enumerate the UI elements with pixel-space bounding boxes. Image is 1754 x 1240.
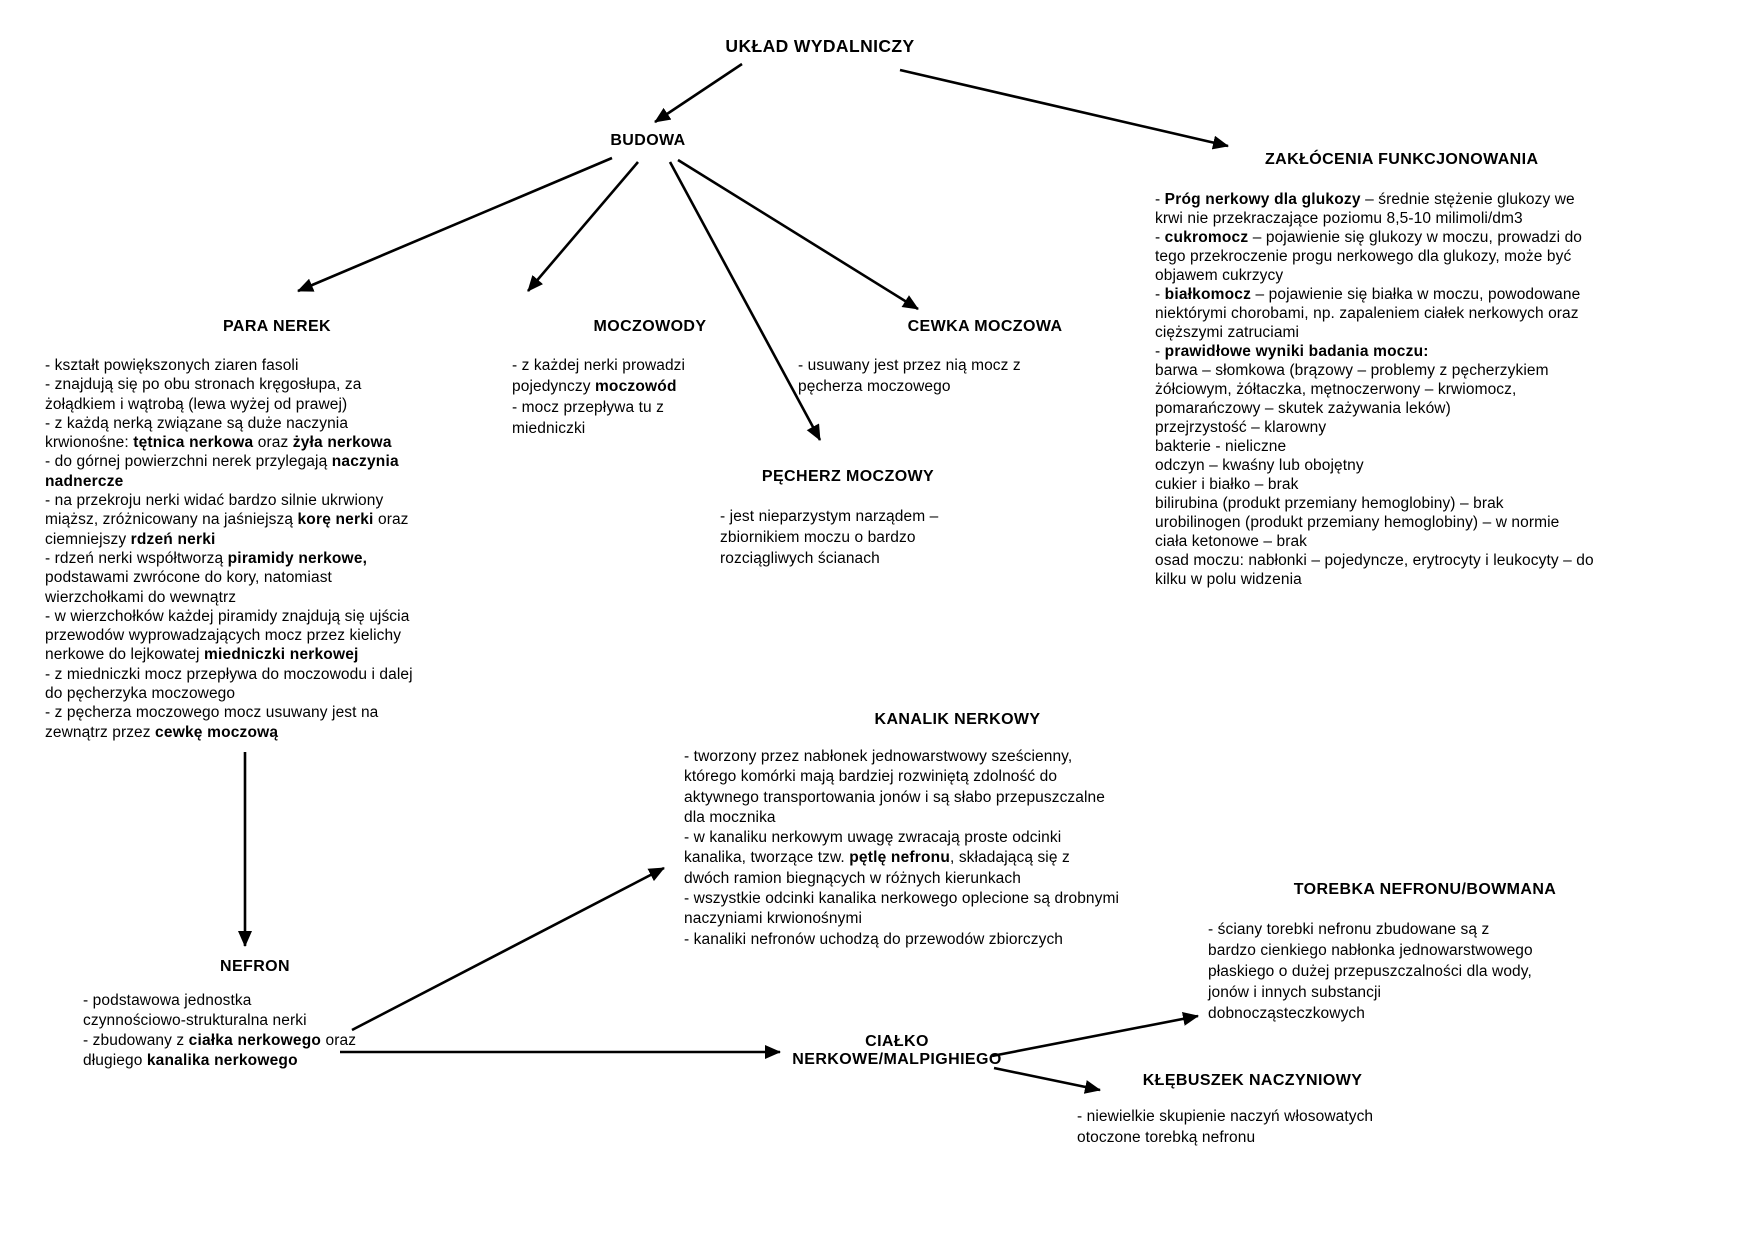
text-line: czynnościowo-strukturalna nerki [83,1012,307,1029]
text-line: osad moczu: nabłonki – pojedyncze, erytrocyty i leukocyty – do [1155,552,1594,569]
text-line: - jest nieparzystym narządem – [720,508,939,525]
text-line: zewnątrz przez cewkę moczową [45,723,279,741]
text-line: jonów i innych substancji [1208,984,1382,1001]
text-line: - w wierzchołków każdej piramidy znajdują się ujścia [45,607,410,625]
arrow-cialko-to-torebka-nefronu [992,1016,1198,1056]
text-line: naczyniami krwionośnymi [684,910,863,928]
node-body-kanalik-nerkowy [684,747,1119,950]
node-title-moczowody: MOCZOWODY [593,318,707,335]
text-line: nadnercze [45,472,124,490]
text-line: ciemniejszy rdzeń nerki [45,530,216,548]
text-line: - w kanaliku nerkowym uwagę zwracają proste odcinki [684,829,1062,847]
arrow-budowa-to-moczowody [528,162,638,291]
text-line: - z każdej nerki prowadzi [512,357,686,374]
node-title-cewka-moczowa: CEWKA MOCZOWA [907,318,1063,335]
text-line: - podstawowa jednostka [83,992,252,1009]
text-line: - rdzeń nerki współtworzą piramidy nerkowe, [45,549,368,567]
cialko-title-line2: NERKOWE/MALPIGHIEGO [792,1051,1002,1068]
text-line: pęcherza moczowego [798,378,951,395]
node-title-budowa: BUDOWA [610,132,686,149]
node-title-nefron: NEFRON [220,958,290,975]
text-line: - z pęcherza moczowego mocz usuwany jest na [45,704,379,722]
text-line: - wszystkie odcinki kanalika nerkowego oplecione są drobnymi [684,890,1120,908]
text-line: - Próg nerkowy dla glukozy – średnie stężenie glukozy we [1155,191,1575,208]
node-title-klebuszek: KŁĘBUSZEK NACZYNIOWY [1142,1072,1363,1089]
text-line: - tworzony przez nabłonek jednowarstwowy sześcienny, [684,748,1073,765]
node-title-para-nerek: PARA NEREK [222,318,331,335]
text-line: - mocz przepływa tu z [512,399,664,416]
text-line: kilku w polu widzenia [1155,571,1302,588]
arrow-budowa-to-pecherz-moczowy [670,162,820,440]
text-line: nerkowe do lejkowatej miedniczki nerkowej [45,646,359,664]
text-line: bardzo cienkiego nabłonka jednowarstwowego [1208,942,1533,959]
text-line: zbiornikiem moczu o bardzo [720,529,916,546]
text-line: - ściany torebki nefronu zbudowane są z [1208,921,1490,938]
text-line: dwóch ramion biegnących w różnych kierunkach [684,869,1021,887]
text-line: cukier i białko – brak [1155,476,1299,493]
text-line: przejrzystość – klarowny [1155,419,1327,436]
text-line: żołądkiem i wątrobą (lewa wyżej od prawej) [45,395,348,413]
text-line: - białkomocz – pojawienie się białka w moczu, powodowane [1155,286,1581,303]
node-body-cewka-moczowa [798,355,1021,397]
text-line: wierzchołkami do wewnątrz [45,588,237,606]
text-line: krwi nie przekraczające poziomu 8,5-10 milimoli/dm3 [1155,210,1523,227]
node-title-pecherz-moczowy: PĘCHERZ MOCZOWY [761,468,935,485]
text-line: barwa – słomkowa (brązowy – problemy z pęcherzykiem [1155,362,1549,379]
text-line: kanalika, tworzące tzw. pętlę nefronu, składającą się z [684,849,1070,867]
text-line: - na przekroju nerki widać bardzo silnie ukrwiony [45,492,384,510]
text-line: urobilinogen (produkt przemiany hemoglobiny) – w normie [1155,514,1560,531]
node-body-nefron [83,991,356,1071]
map-title: UKŁAD WYDALNICZY [725,36,915,56]
text-line: przewodów wyprowadzających mocz przez kielichy [45,627,402,645]
text-line: niektórymi chorobami, np. zapaleniem ciałek nerkowych oraz [1155,305,1579,322]
node-title-kanalik-nerkowy: KANALIK NERKOWY [874,711,1041,728]
text-line: miedniczki [512,420,586,437]
text-line: długiego kanalika nerkowego [83,1052,298,1069]
text-line: pojedynczy moczowód [512,378,677,395]
node-body-moczowody [512,355,685,439]
text-line: podstawami zwrócone do kory, natomiast [45,569,332,587]
text-line: - cukromocz – pojawienie się glukozy w moczu, prowadzi do [1155,229,1583,246]
text-line: aktywnego transportowania jonów i są słabo przepuszczalne [684,788,1105,806]
text-line: - do górnej powierzchni nerek przylegają naczynia [45,453,399,471]
text-line: - z miedniczki mocz przepływa do moczowodu i dalej [45,665,413,683]
arrow-nefron-to-kanalik-nerkowy [352,868,664,1030]
arrow-budowa-to-para-nerek [298,158,612,291]
text-line: pomarańczowy – skutek zażywania leków) [1155,400,1451,417]
text-line: do pęcherzyka moczowego [45,685,236,703]
text-line: miąższ, zróżnicowany na jaśniejszą korę nerki oraz [45,511,409,529]
text-line: cięższymi zatruciami [1155,324,1300,341]
node-body-torebka-nefronu [1208,919,1533,1024]
node-body-klebuszek [1077,1106,1373,1148]
node-title-torebka-nefronu: TOREBKA NEFRONU/BOWMANA [1293,881,1557,898]
text-line: rozciągliwych ścianach [720,550,880,567]
node-body-para-nerek [45,356,413,742]
arrow-title-to-budowa [655,64,742,122]
arrow-title-to-zaklocenia [900,70,1228,146]
text-line: dobnocząsteczkowych [1208,1005,1365,1022]
cialko-title-line1: CIAŁKO [865,1033,929,1050]
node-title-cialko-nerkowe [792,1033,1002,1069]
node-body-zaklocenia [1155,190,1594,589]
text-line: - kanaliki nefronów uchodzą do przewodów zbiorczych [684,930,1064,948]
text-line: - usuwany jest przez nią mocz z [798,357,1021,374]
text-line: otoczone torebką nefronu [1077,1129,1256,1146]
arrow-cialko-to-klebuszek [994,1068,1100,1090]
node-title-zaklocenia: ZAKŁÓCENIA FUNKCJONOWANIA [1265,151,1539,168]
text-line: bilirubina (produkt przemiany hemoglobiny) – brak [1155,495,1504,512]
text-line: - niewielkie skupienie naczyń włosowatych [1077,1108,1374,1125]
text-line: ciała ketonowe – brak [1155,533,1308,550]
text-line: którego komórki mają bardziej rozwiniętą zdolność do [684,768,1058,786]
text-line: bakterie - nieliczne [1155,438,1287,455]
text-line: - kształt powiększonych ziaren fasoli [45,357,299,374]
text-line: odczyn – kwaśny lub obojętny [1155,457,1364,474]
arrow-budowa-to-cewka-moczowa [678,160,918,309]
text-line: - prawidłowe wyniki badania moczu: [1155,343,1429,360]
text-line: objawem cukrzycy [1155,267,1284,284]
text-line: płaskiego o dużej przepuszczalności dla wody, [1208,963,1532,980]
text-line: żółciowym, żółtaczka, mętnoczerwony – krwiomocz, [1155,381,1517,398]
text-line: tego przekroczenie progu nerkowego dla glukozy, może być [1155,248,1572,265]
text-line: krwionośne: tętnica nerkowa oraz żyła nerkowa [45,434,392,452]
text-line: dla mocznika [684,808,776,826]
node-body-pecherz-moczowy [720,506,938,569]
text-line: - zbudowany z ciałka nerkowego oraz [83,1032,357,1049]
text-line: - z każdą nerką związane są duże naczynia [45,414,349,432]
text-line: - znajdują się po obu stronach kręgosłupa, za [45,376,362,394]
